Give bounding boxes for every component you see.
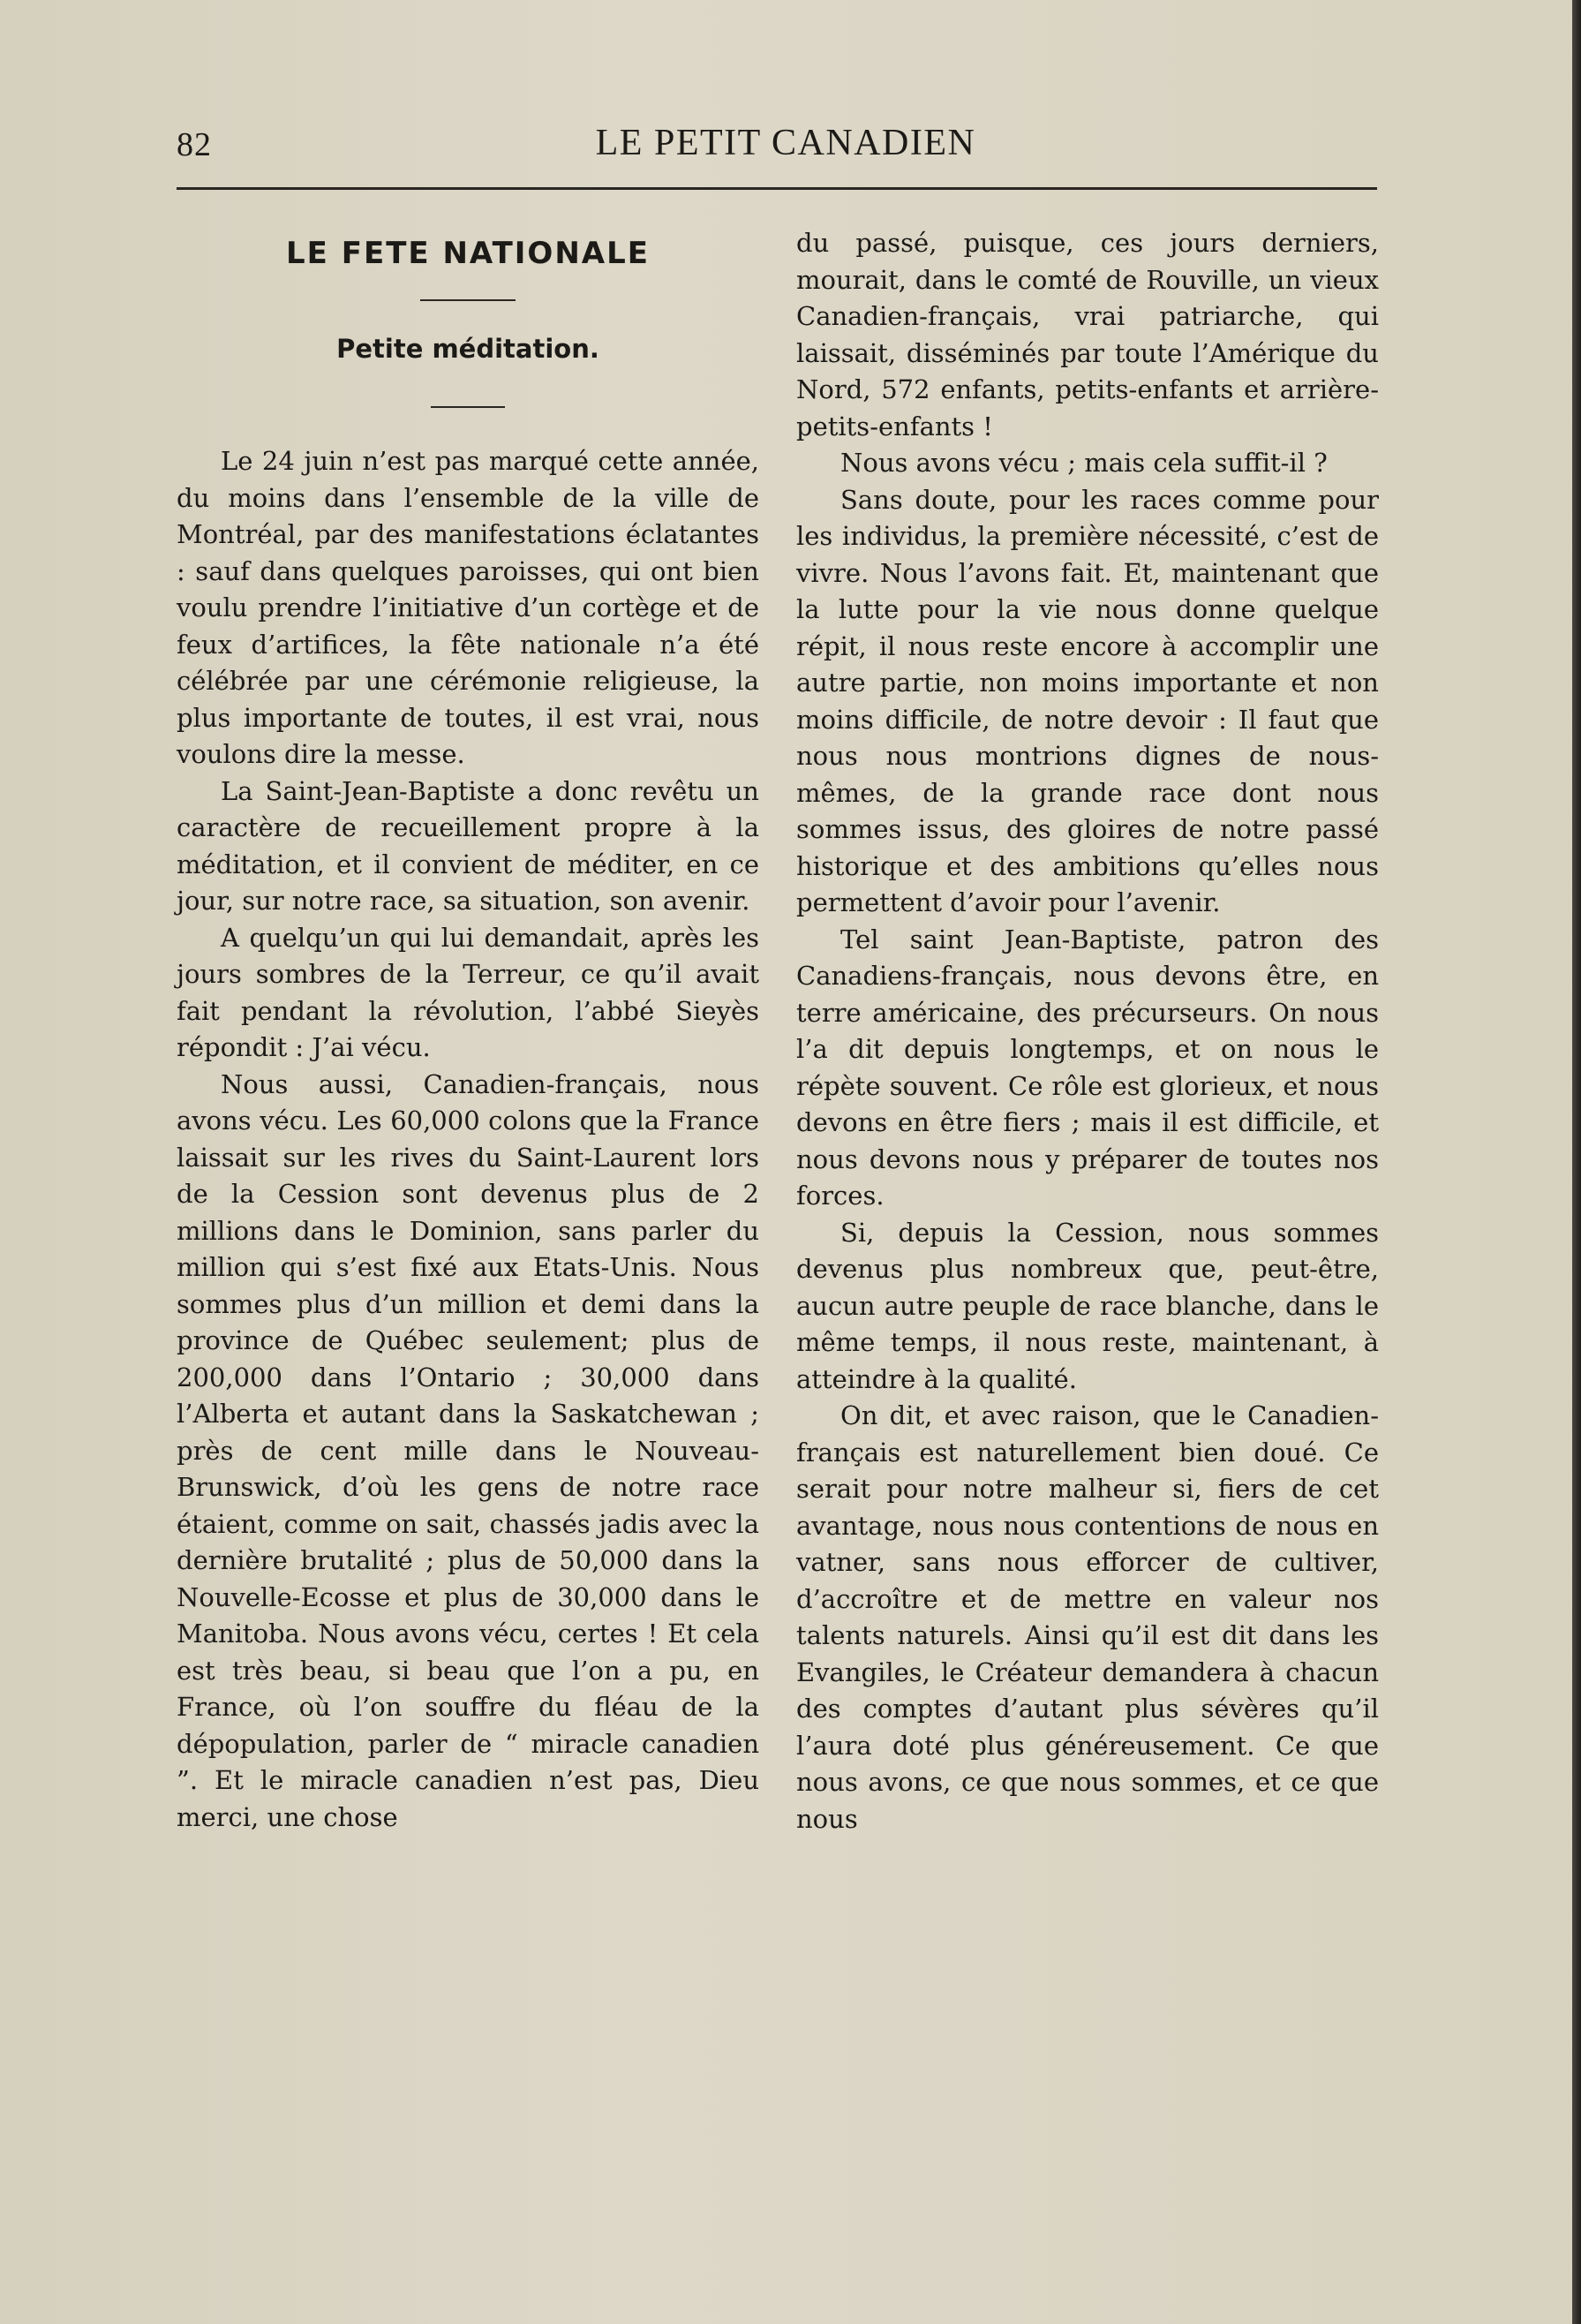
running-title: LE PETIT CANADIEN — [595, 123, 976, 163]
page-header — [177, 122, 1377, 175]
paragraph: A quelqu’un qui lui demandait, après les jours sombres de la Terreur, ce qu’il avait fait pendant la révolution, l’abbé Sieyès répondit : J’ai vécu. — [177, 922, 759, 1062]
left-column — [177, 225, 759, 1836]
paragraph: Nous aussi, Canadien-français, nous avons vécu. Les 60,000 colons que la France laissait sur les rives du Saint-Laurent lors de la Cession sont devenus plus de 2 millions dans le Dominion, sans parler du million qui s’est fixé aux Etats-Unis. Nous sommes plus d’un million et demi dans la province de Québec seulement; plus de 200,000 dans l’Ontario ; 30,000 dans l’Alberta et autant dans la Saskatchewan ; près de cent mille dans le Nouveau-Brunswick, d’où les gens de notre race étaient, comme on sait, chassés jadis avec la dernière brutalité ; plus de 50,000 dans la Nouvelle-Ecosse et plus de 30,000 dans le Manitoba. Nous avons vécu, certes ! Et cela est très beau, si beau que l’on a pu, en France, où l’on souffre du fléau de la dépopulation, parler de “ miracle canadien ”. Et le miracle canadien n’est pas, Dieu merci, une chose — [177, 1068, 759, 1832]
paragraph: Nous avons vécu ; mais cela suffit-il ? — [840, 448, 1328, 478]
paragraph: Si, depuis la Cession, nous sommes devenus plus nombreux que, peut-être, aucun autre peuple de race blanche, dans le même temps, il nous reste, maintenant, à atteindre à la qualité. — [796, 1217, 1379, 1394]
page-binding-edge — [1572, 0, 1581, 2324]
paragraph: Le 24 juin n’est pas marqué cette année, du moins dans l’ensemble de la ville de Montréal, par des manifestations éclatantes : sauf dans quelques paroisses, qui ont bien voulu prendre l’initiative d’un cortège et de feux d’artifices, la fête nationale n’a été célébrée par une cérémonie religieuse, la plus importante de toutes, il est vrai, nous voulons dire la messe. — [177, 446, 759, 769]
title-rule — [420, 299, 516, 301]
page-number: 82 — [177, 126, 212, 163]
subtitle-rule — [431, 406, 505, 408]
header-rule — [177, 187, 1377, 190]
paragraph: La Saint-Jean-Baptiste a donc revêtu un caractère de recueillement propre à la méditation, et il convient de méditer, en ce jour, sur notre race, sa situation, son avenir. — [177, 775, 759, 916]
right-column — [796, 225, 1379, 1837]
article-title: LE FETE NATIONALE — [286, 236, 650, 271]
paragraph: On dit, et avec raison, que le Canadien-français est naturellement bien doué. Ce serait pour notre malheur si, fiers de cet avantage, nous nous contentions de nous en vatner, sans nous efforcer de cultiver, d’accroître et de mettre en valeur nos talents naturels. Ainsi qu’il est dit dans les Evangiles, le Créateur demandera à chacun des comptes d’autant plus sévères qu’il l’aura doté plus généreusement. Ce que nous avons, ce que nous sommes, et ce que nous — [796, 1400, 1379, 1834]
paragraph-continuation: du passé, puisque, ces jours derniers, mourait, dans le comté de Rouville, un vieux Canadien-français, vrai patriarche, qui laissait, disséminés par toute l’Amérique du Nord, 572 enfants, petits-enfants et arrière-petits-enfants ! — [796, 228, 1379, 441]
paragraph: Sans doute, pour les races comme pour les individus, la première nécessité, c’est de vivre. Nous l’avons fait. Et, maintenant que la lutte pour la vie nous donne quelque répit, il nous reste encore à accomplir une autre partie, non moins importante et non moins difficile, de notre devoir : Il faut que nous nous montrions dignes de nous-mêmes, de la grande race dont nous sommes issus, des gloires de notre passé historique et des ambitions qu’elles nous permettent d’avoir pour l’avenir. — [796, 484, 1379, 917]
article-subtitle: Petite méditation. — [336, 333, 599, 364]
paragraph: Tel saint Jean-Baptiste, patron des Canadiens-français, nous devons être, en terre américaine, des précurseurs. On nous l’a dit depuis longtemps, et on nous le répète souvent. Ce rôle est glorieux, et nous devons en être fiers ; mais il est difficile, et nous devons nous y préparer de toutes nos forces. — [796, 924, 1379, 1211]
